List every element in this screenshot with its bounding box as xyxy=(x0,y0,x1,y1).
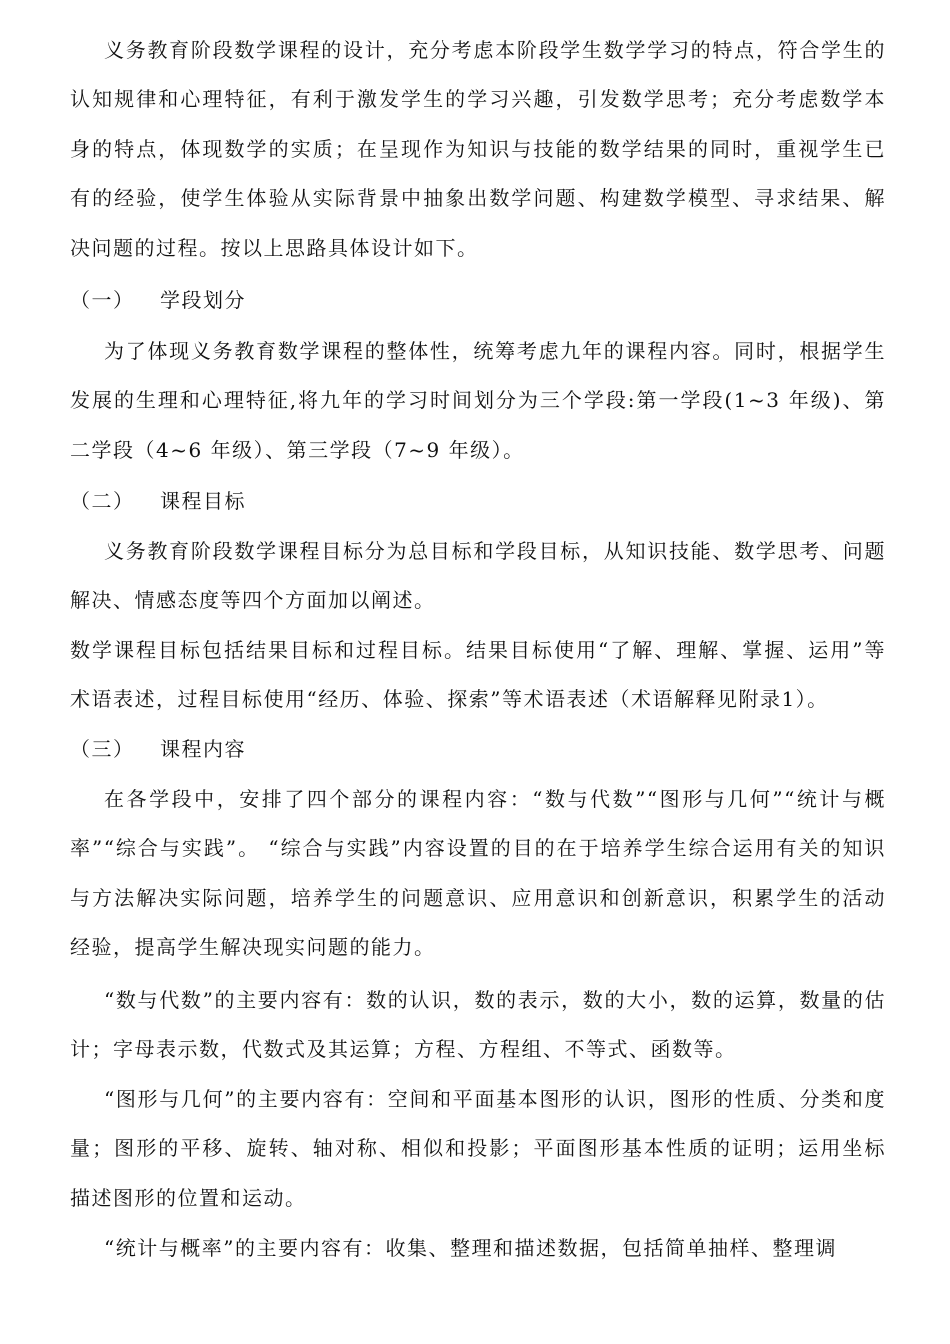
content-paragraph-3: “图形与几何”的主要内容有：空间和平面基本图形的认识，图形的性质、分类和度量；图形的平移、旋转、轴对称、相似和投影；平面图形基本性质的证明；运用坐标描述图形的位置和运动。 xyxy=(70,1087,886,1210)
content-paragraph-1: 在各学段中，安排了四个部分的课程内容：“数与代数”“图形与几何”“统计与概率”“综合与实践”。 “综合与实践”内容设置的目的在于培养学生综合运用有关的知识与方法解决实际问题，培养学生的问题意识、应用意识和创新意识，积累学生的活动经验，提高学生解决现实问题的能力。 xyxy=(70,787,886,960)
intro-paragraph: 义务教育阶段数学课程的设计，充分考虑本阶段学生数学学习的特点，符合学生的认知规律和心理特征，有利于激发学生的学习兴趣，引发数学思考；充分考虑数学本身的特点，体现数学的实质；在呈现作为知识与技能的数学结果的同时，重视学生已有的经验，使学生体验从实际背景中抽象出数学问题、构建数学模型、寻求结果、解决问题的过程。按以上思路具体设计如下。 xyxy=(70,38,886,260)
content-paragraph-4: “统计与概率”的主要内容有：收集、整理和描述数据，包括简单抽样、整理调 xyxy=(104,1236,837,1260)
section-title: 课程目标 xyxy=(160,489,246,513)
section-number: （三） xyxy=(70,737,135,761)
goals-paragraph-1: 义务教育阶段数学课程目标分为总目标和学段目标，从知识技能、数学思考、问题解决、情感态度等四个方面加以阐述。 xyxy=(70,539,886,613)
section-title: 课程内容 xyxy=(160,737,246,761)
goals-paragraph-2: 数学课程目标包括结果目标和过程目标。结果目标使用“了解、理解、掌握、运用”等术语表述，过程目标使用“经历、体验、探索”等术语表述（术语解释见附录1）。 xyxy=(70,638,886,712)
section-number: （一） xyxy=(70,288,135,312)
section-heading-course-goals xyxy=(70,477,246,526)
section-number: （二） xyxy=(70,489,135,513)
section-title: 学段划分 xyxy=(160,288,246,312)
section-heading-stage-division xyxy=(70,276,246,325)
stage-division-paragraph: 为了体现义务教育数学课程的整体性，统筹考虑九年的课程内容。同时，根据学生发展的生理和心理特征,将九年的学习时间划分为三个学段:第一学段(1~3 年级)、第二学段（4~6 年级）、第三学段（7~9 年级）。 xyxy=(70,339,886,462)
content-paragraph-2: “数与代数”的主要内容有：数的认识，数的表示，数的大小，数的运算，数量的估计；字母表示数，代数式及其运算；方程、方程组、不等式、函数等。 xyxy=(70,988,886,1062)
section-heading-course-content xyxy=(70,725,246,774)
